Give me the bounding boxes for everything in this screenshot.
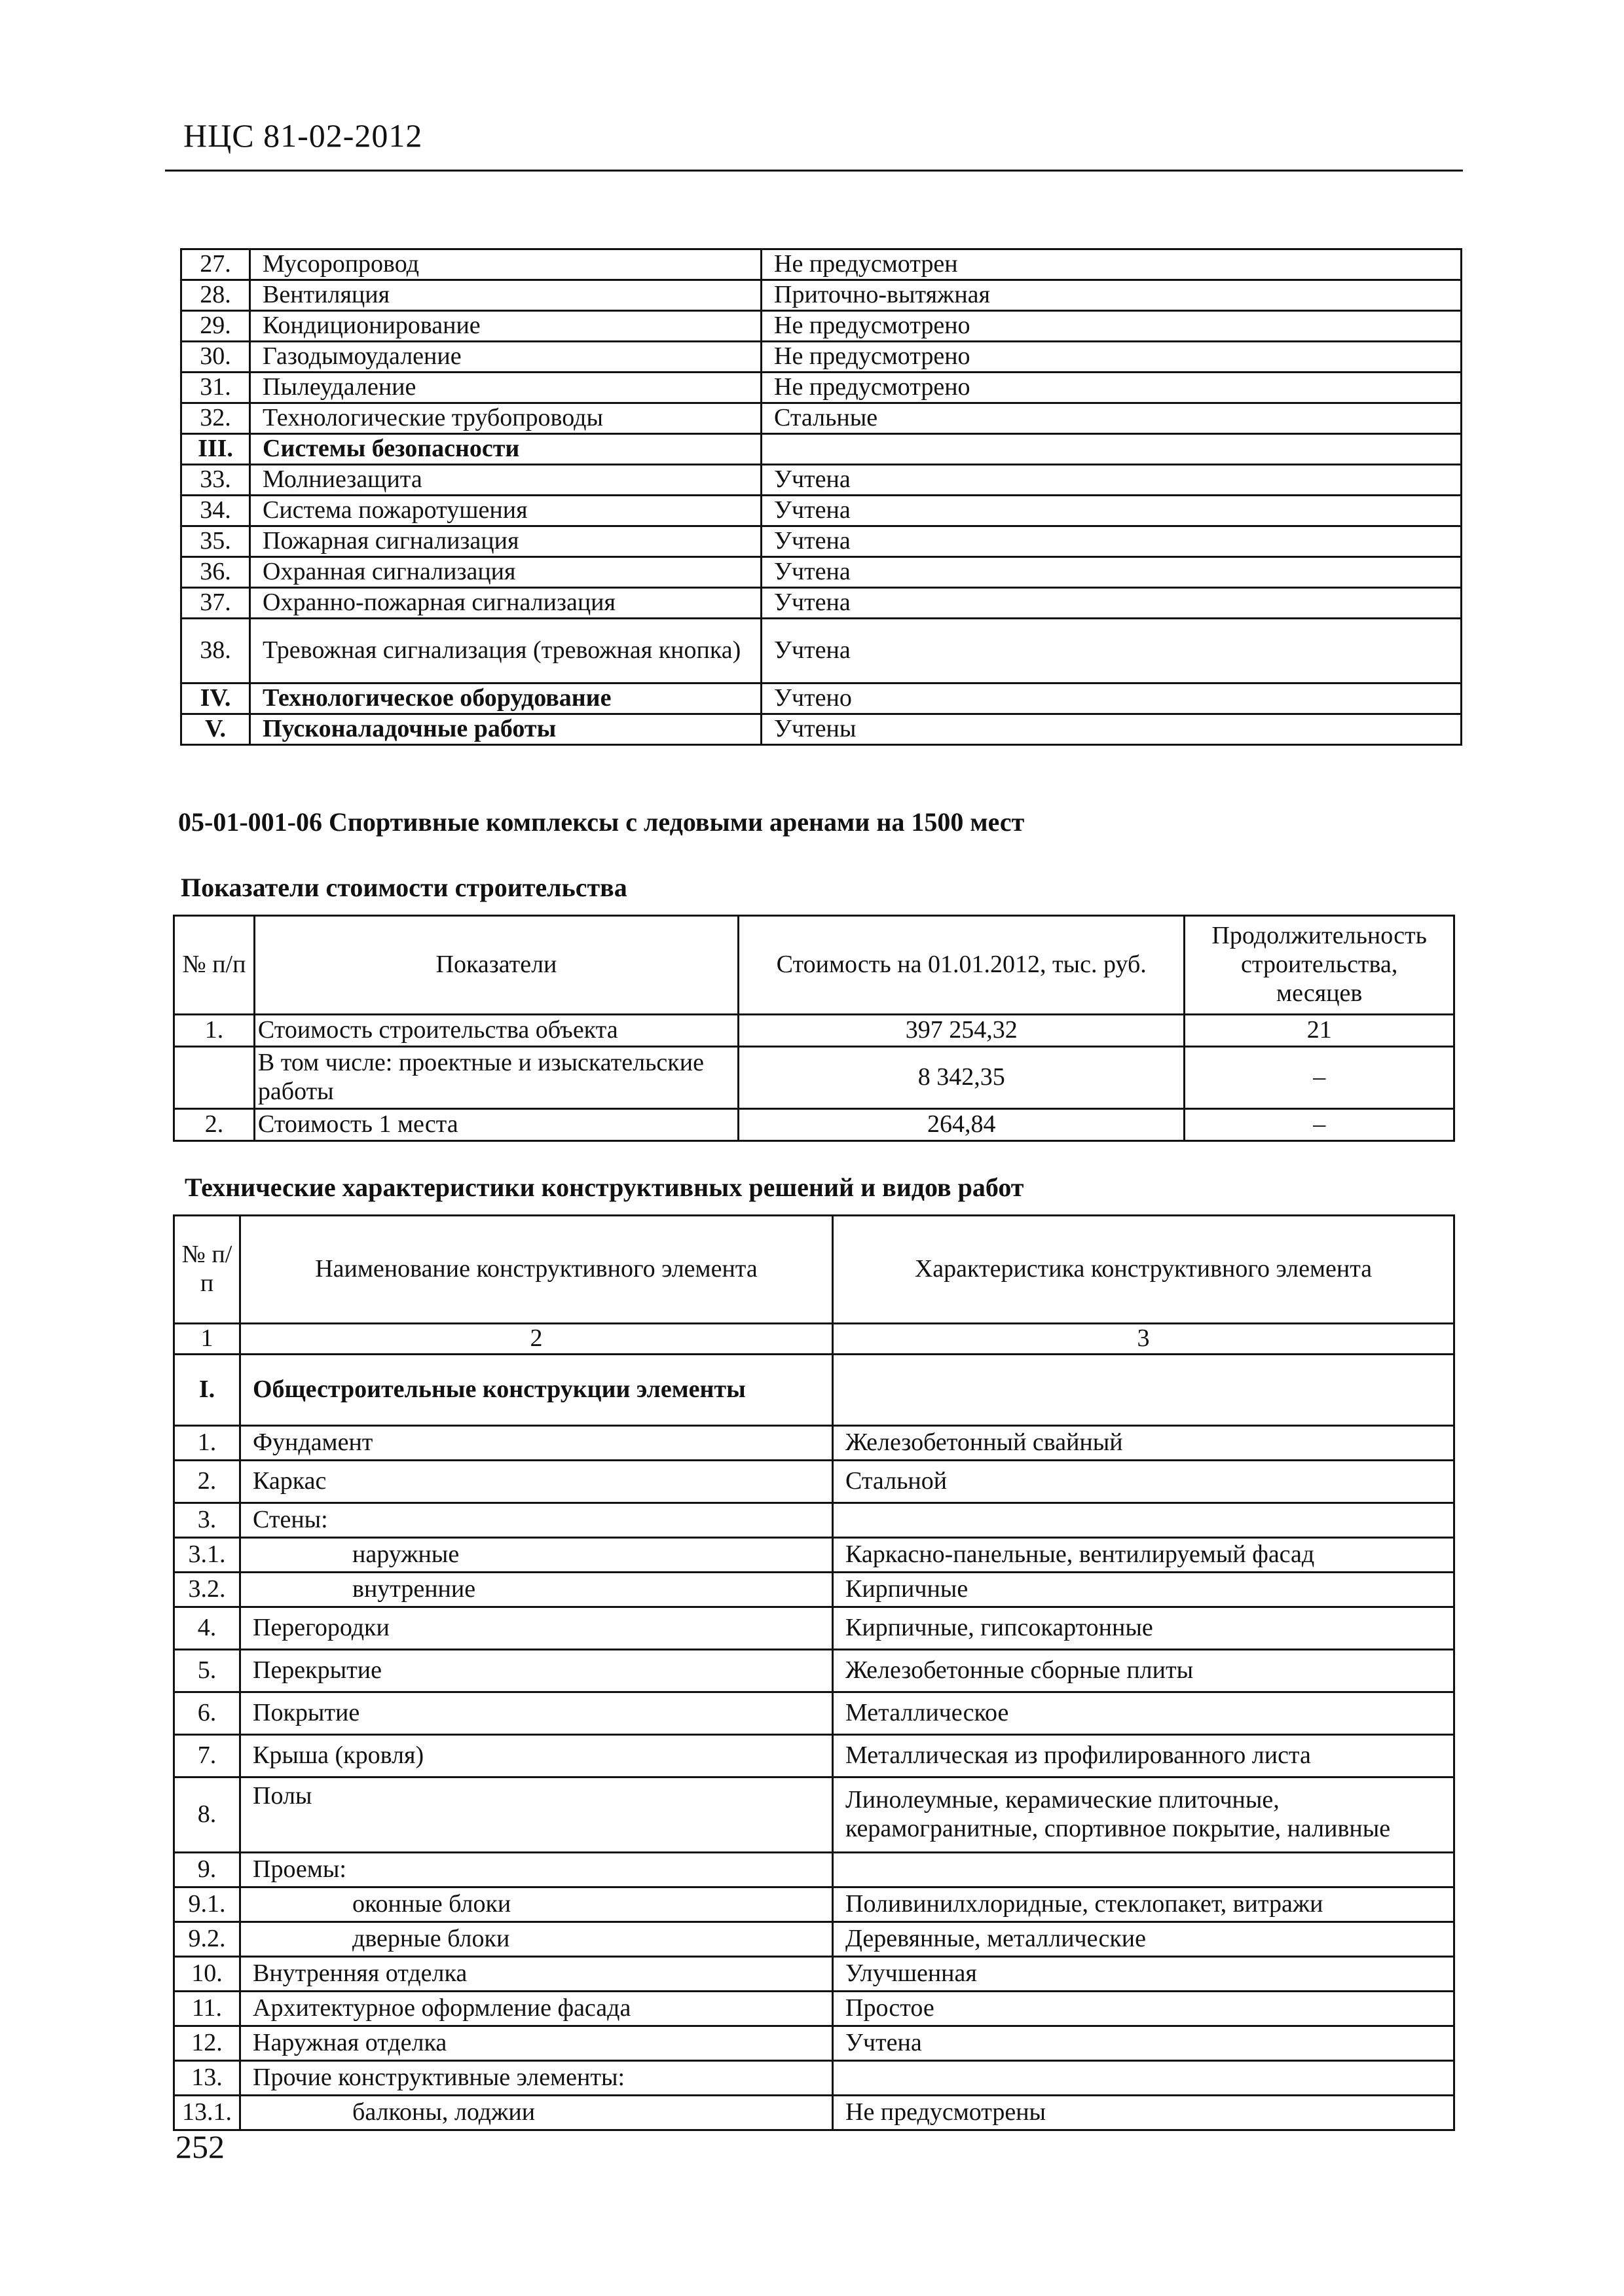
- column-index: 1: [174, 1324, 240, 1355]
- row-cost: 264,84: [739, 1109, 1185, 1141]
- systems-table: [180, 248, 1462, 746]
- cost-table-title: Показатели стоимости строительства: [181, 873, 627, 902]
- section-name: Пусконаладочные работы: [250, 714, 762, 745]
- row-number: 6.: [174, 1692, 240, 1735]
- row-value: Стальной: [833, 1461, 1454, 1503]
- row-name: Пожарная сигнализация: [250, 526, 762, 557]
- row-name: Полы: [240, 1777, 833, 1853]
- row-value: Не предусмотрено: [762, 311, 1462, 342]
- row-name: Тревожная сигнализация (тревожная кнопка): [250, 619, 762, 683]
- section-row: [181, 683, 1462, 714]
- section-title: 05-01-001-06 Спортивные комплексы с ледовыми аренами на 1500 мест: [178, 807, 1025, 837]
- row-value: Учтены: [762, 714, 1462, 745]
- row-number: 9.2.: [174, 1922, 240, 1957]
- section-number: I.: [174, 1355, 240, 1426]
- row-value: Приточно-вытяжная: [762, 280, 1462, 311]
- section-row: [174, 1355, 1454, 1426]
- table-row: [174, 1015, 1454, 1047]
- row-name: наружные: [240, 1538, 833, 1573]
- table-row: [174, 1461, 1454, 1503]
- row-name: Кондиционирование: [250, 311, 762, 342]
- table-row: [174, 1426, 1454, 1461]
- row-number: 9.: [174, 1853, 240, 1887]
- header-number: № п/п: [174, 916, 255, 1015]
- row-value: [833, 1853, 1454, 1887]
- column-index: 3: [833, 1324, 1454, 1355]
- row-number: 4.: [174, 1607, 240, 1650]
- table-row: [174, 1887, 1454, 1922]
- column-index: 2: [240, 1324, 833, 1355]
- table-row: [174, 1992, 1454, 2026]
- table-row: [174, 2026, 1454, 2061]
- row-number: [174, 1047, 255, 1109]
- row-value: Линолеумные, керамические плиточные, керамогранитные, спортивное покрытие, наливные: [833, 1777, 1454, 1853]
- row-value: [833, 1355, 1454, 1426]
- table-row: [181, 465, 1462, 496]
- row-value: Стальные: [762, 403, 1462, 434]
- section-name: Системы безопасности: [250, 434, 762, 465]
- table-row: [181, 619, 1462, 683]
- row-number: 13.1.: [174, 2096, 240, 2130]
- table-row: [181, 403, 1462, 434]
- row-name: Перекрытие: [240, 1650, 833, 1692]
- row-number: 38.: [181, 619, 250, 683]
- row-number: 1.: [174, 1015, 255, 1047]
- row-name: оконные блоки: [240, 1887, 833, 1922]
- row-name: Вентиляция: [250, 280, 762, 311]
- row-name: балконы, лоджии: [240, 2096, 833, 2130]
- row-value: Кирпичные: [833, 1573, 1454, 1607]
- row-number: 30.: [181, 342, 250, 373]
- row-value: Учтена: [762, 526, 1462, 557]
- row-name: Пылеудаление: [250, 373, 762, 403]
- header-indicator: Показатели: [254, 916, 738, 1015]
- row-name: Фундамент: [240, 1426, 833, 1461]
- table-row: [181, 249, 1462, 280]
- header-cost: Стоимость на 01.01.2012, тыс. руб.: [739, 916, 1185, 1015]
- row-value: Металлическое: [833, 1692, 1454, 1735]
- row-number: 3.: [174, 1503, 240, 1538]
- row-name: Стены:: [240, 1503, 833, 1538]
- cost-table: [173, 915, 1455, 1142]
- row-duration: –: [1185, 1047, 1454, 1109]
- row-value: Деревянные, металлические: [833, 1922, 1454, 1957]
- row-value: Улучшенная: [833, 1957, 1454, 1992]
- section-row: [181, 714, 1462, 745]
- row-number: 1.: [174, 1426, 240, 1461]
- table-row: [181, 496, 1462, 526]
- table-row: [174, 1109, 1454, 1141]
- row-number: 2.: [174, 1109, 255, 1141]
- row-value: Учтено: [762, 683, 1462, 714]
- section-number: IV.: [181, 683, 250, 714]
- table-header-row: [174, 1216, 1454, 1324]
- row-number: 11.: [174, 1992, 240, 2026]
- row-name: Крыша (кровля): [240, 1735, 833, 1777]
- table-row: [174, 1735, 1454, 1777]
- row-number: 3.1.: [174, 1538, 240, 1573]
- section-name: Общестроительные конструкции элементы: [240, 1355, 833, 1426]
- row-name: Каркас: [240, 1461, 833, 1503]
- table-row: [181, 373, 1462, 403]
- row-value: Поливинилхлоридные, стеклопакет, витражи: [833, 1887, 1454, 1922]
- row-value: Не предусмотрен: [762, 249, 1462, 280]
- header-number: № п/п: [174, 1216, 240, 1324]
- row-name: Перегородки: [240, 1607, 833, 1650]
- document-code: НЦС 81-02-2012: [183, 117, 423, 154]
- row-name: Технологические трубопроводы: [250, 403, 762, 434]
- section-name: Технологическое оборудование: [250, 683, 762, 714]
- row-number: 32.: [181, 403, 250, 434]
- table-row: [174, 1573, 1454, 1607]
- table-header-row: [174, 916, 1454, 1015]
- row-value: Железобетонный свайный: [833, 1426, 1454, 1461]
- header-element-characteristic: Характеристика конструктивного элемента: [833, 1216, 1454, 1324]
- row-number: 7.: [174, 1735, 240, 1777]
- row-value: [833, 1503, 1454, 1538]
- row-value: Металлическая из профилированного листа: [833, 1735, 1454, 1777]
- table-row: [174, 1853, 1454, 1887]
- row-number: 27.: [181, 249, 250, 280]
- row-value: Не предусмотрено: [762, 342, 1462, 373]
- row-cost: 8 342,35: [739, 1047, 1185, 1109]
- row-number: 9.1.: [174, 1887, 240, 1922]
- row-value: [833, 2061, 1454, 2096]
- row-name: Прочие конструктивные элементы:: [240, 2061, 833, 2096]
- section-number: V.: [181, 714, 250, 745]
- row-number: 29.: [181, 311, 250, 342]
- row-value: Кирпичные, гипсокартонные: [833, 1607, 1454, 1650]
- row-value: [762, 434, 1462, 465]
- table-row: [181, 342, 1462, 373]
- row-name: внутренние: [240, 1573, 833, 1607]
- row-name: Архитектурное оформление фасада: [240, 1992, 833, 2026]
- table-row: [181, 526, 1462, 557]
- row-number: 13.: [174, 2061, 240, 2096]
- section-number: III.: [181, 434, 250, 465]
- table-row: [174, 1607, 1454, 1650]
- row-name: Охранная сигнализация: [250, 557, 762, 588]
- row-number: 28.: [181, 280, 250, 311]
- row-value: Не предусмотрено: [762, 373, 1462, 403]
- table-row: [174, 1503, 1454, 1538]
- row-name: Покрытие: [240, 1692, 833, 1735]
- row-name: Стоимость строительства объекта: [254, 1015, 738, 1047]
- row-number: 35.: [181, 526, 250, 557]
- table-row: [181, 311, 1462, 342]
- row-value: Простое: [833, 1992, 1454, 2026]
- row-value: Железобетонные сборные плиты: [833, 1650, 1454, 1692]
- header-duration: Продолжительность строительства, месяцев: [1185, 916, 1454, 1015]
- section-row: [181, 434, 1462, 465]
- row-name: В том числе: проектные и изыскательские работы: [254, 1047, 738, 1109]
- table-row: [174, 1777, 1454, 1853]
- table-row: [181, 588, 1462, 619]
- table-row: [174, 2096, 1454, 2130]
- row-name: Газодымоудаление: [250, 342, 762, 373]
- row-value: Учтена: [762, 588, 1462, 619]
- table-row: [181, 280, 1462, 311]
- table-row: [174, 1957, 1454, 1992]
- table-row: [181, 557, 1462, 588]
- table-row: [174, 1692, 1454, 1735]
- tech-table: [173, 1214, 1455, 2131]
- row-number: 37.: [181, 588, 250, 619]
- tech-table-title: Технические характеристики конструктивных решений и видов работ: [185, 1173, 1024, 1202]
- row-name: Наружная отделка: [240, 2026, 833, 2061]
- row-name: Проемы:: [240, 1853, 833, 1887]
- row-number: 5.: [174, 1650, 240, 1692]
- row-name: дверные блоки: [240, 1922, 833, 1957]
- row-value: Учтена: [762, 619, 1462, 683]
- row-value: Учтена: [833, 2026, 1454, 2061]
- row-number: 3.2.: [174, 1573, 240, 1607]
- row-number: 8.: [174, 1777, 240, 1853]
- table-row: [174, 1922, 1454, 1957]
- row-number: 10.: [174, 1957, 240, 1992]
- row-name: Внутренняя отделка: [240, 1957, 833, 1992]
- row-value: Не предусмотрены: [833, 2096, 1454, 2130]
- table-row: [174, 1650, 1454, 1692]
- row-name: Охранно-пожарная сигнализация: [250, 588, 762, 619]
- row-number: 31.: [181, 373, 250, 403]
- row-name: Система пожаротушения: [250, 496, 762, 526]
- row-value: Каркасно-панельные, вентилируемый фасад: [833, 1538, 1454, 1573]
- row-cost: 397 254,32: [739, 1015, 1185, 1047]
- row-name: Молниезащита: [250, 465, 762, 496]
- table-row: [174, 1538, 1454, 1573]
- row-number: 34.: [181, 496, 250, 526]
- row-number: 2.: [174, 1461, 240, 1503]
- row-duration: –: [1185, 1109, 1454, 1141]
- row-number: 12.: [174, 2026, 240, 2061]
- table-row: [174, 1047, 1454, 1109]
- header-element-name: Наименование конструктивного элемента: [240, 1216, 833, 1324]
- column-index-row: [174, 1324, 1454, 1355]
- row-value: Учтена: [762, 496, 1462, 526]
- row-value: Учтена: [762, 557, 1462, 588]
- row-name: Мусоропровод: [250, 249, 762, 280]
- row-number: 36.: [181, 557, 250, 588]
- row-number: 33.: [181, 465, 250, 496]
- row-value: Учтена: [762, 465, 1462, 496]
- row-duration: 21: [1185, 1015, 1454, 1047]
- page-number: 252: [175, 2128, 225, 2165]
- header-divider: [165, 170, 1463, 172]
- row-name: Стоимость 1 места: [254, 1109, 738, 1141]
- table-row: [174, 2061, 1454, 2096]
